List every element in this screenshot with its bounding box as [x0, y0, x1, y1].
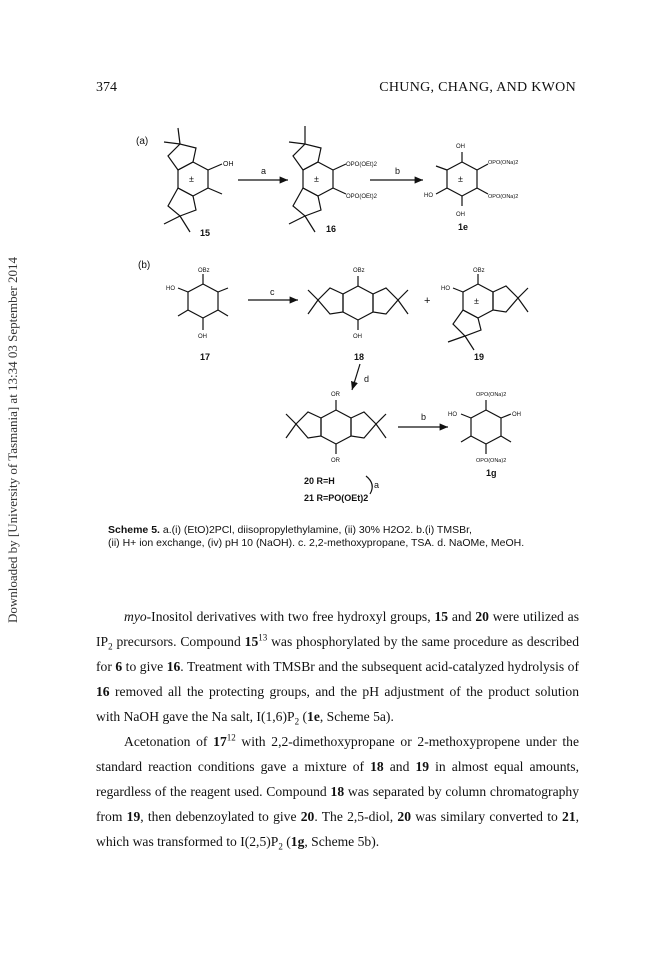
p2-cpd: 17 [213, 734, 227, 749]
p2-text: and [383, 759, 416, 774]
p1-sub: 2 [294, 716, 300, 727]
c19-ho: HO [441, 286, 450, 292]
c1e-sub1: OPO(ONa)2 [488, 160, 519, 166]
arrow-b2-label: d [364, 374, 370, 384]
c18-oh: OH [353, 334, 362, 340]
paragraph-1 [96, 604, 579, 729]
panel-a-label: (a) [136, 136, 149, 147]
p1-text: ( [299, 709, 308, 724]
p2-sub: 2 [278, 841, 283, 852]
p2-text: was separated by column chromatography from [96, 784, 579, 824]
arrow-a1-label: a [261, 166, 267, 176]
p2-cpd: 1g [290, 834, 305, 849]
paragraph-2 [96, 729, 579, 854]
p2-text: was similary converted to [410, 809, 563, 824]
plus-sign: + [424, 295, 431, 307]
p1-cpd: 16 [166, 659, 181, 674]
compound-1g-structure [448, 392, 521, 478]
p2-text: . The 2,5-diol, [314, 809, 398, 824]
c15-label: 15 [200, 228, 211, 238]
p1-cpd: 15 [244, 634, 259, 649]
p2-cpd: 20 [397, 809, 411, 824]
p2-cpd: 21 [562, 809, 576, 824]
c15-oh: OH [223, 161, 234, 168]
compound-15-structure [164, 128, 234, 238]
compound-20-structure [286, 392, 386, 503]
reaction-scheme [108, 124, 578, 524]
c1e-oh-top: OH [456, 144, 465, 150]
p2-cpd: 20 [300, 809, 315, 824]
p1-text: and [448, 609, 476, 624]
c1g-sub-top: OPO(ONa)2 [476, 392, 507, 398]
p1-sub: 2 [108, 641, 113, 652]
c20-or-top: OR [331, 392, 340, 398]
c18-obz: OBz [353, 268, 365, 274]
p1-text: were utilized as IP [96, 609, 579, 649]
c19-label: 19 [474, 352, 485, 362]
c1e-oh-bottom: OH [456, 212, 465, 218]
c18-label: 18 [354, 352, 365, 362]
p2-text: Acetonation of [124, 734, 214, 749]
c21-label: 21 R=PO(OEt)2 [304, 493, 369, 503]
arrow-b1-label: c [270, 287, 275, 297]
p2-text: , which was transformed to I(2,5)P [96, 809, 580, 849]
scheme-caption [108, 524, 578, 550]
arrow-a2-label: b [395, 166, 401, 176]
p1-text: , Scheme 5a). [319, 709, 394, 724]
c16-sub2: OPO(OEt)2 [346, 194, 378, 200]
c17-label: 17 [200, 352, 211, 362]
c15-racemic: ± [189, 174, 194, 184]
c19-racemic: ± [474, 296, 479, 306]
p1-ref: 13 [258, 632, 268, 643]
p1-text: precursors. Compound [112, 634, 245, 649]
p2-text: with 2,2-dimethoxypropane or 2-methoxypropene under the standard reaction conditions gave a mixture of [96, 734, 580, 774]
p1-cpd: 6 [115, 659, 123, 674]
p1-text: removed all the protecting groups, and the pH adjustment of the product solution with NaOH gave the Na salt, I(1,6)P [96, 684, 579, 724]
p1-italic: myo [124, 609, 147, 624]
compound-18-structure [308, 268, 408, 362]
compound-17-structure [166, 268, 228, 362]
c16-racemic: ± [314, 174, 319, 184]
c17-ho: HO [166, 286, 175, 292]
c20-label: 20 R=H [304, 476, 335, 486]
p1-cpd: 20 [475, 609, 489, 624]
page-header [96, 80, 576, 100]
p2-text: in almost equal amounts, regardless of the reagent used. Compound [96, 759, 579, 799]
body-text [96, 604, 579, 854]
p2-cpd: 19 [126, 809, 141, 824]
compound-19-structure [441, 268, 528, 362]
c19-obz: OBz [473, 268, 485, 274]
p2-cpd: 18 [330, 784, 345, 799]
p2-cpd: 18 [370, 759, 384, 774]
p1-text: . Treatment with TMSBr and the subsequent acid-catalyzed hydrolysis of [180, 659, 579, 674]
c1e-sub2: OPO(ONa)2 [488, 194, 519, 200]
p2-cpd: 19 [415, 759, 430, 774]
c1g-ho: HO [448, 412, 457, 418]
download-watermark [2, 160, 24, 720]
p1-cpd: 16 [96, 684, 110, 699]
p2-text: , Scheme 5b). [304, 834, 380, 849]
p1-text: -Inositol derivatives with two free hydroxyl groups, [146, 609, 435, 624]
download-note: Downloaded by [University of Tasmania] at 13:34 03 September 2014 [5, 256, 20, 624]
page-number: 374 [96, 80, 117, 95]
c1e-ho: HO [424, 193, 433, 199]
caption-label: Scheme 5. [108, 524, 160, 536]
running-head: CHUNG, CHANG, AND KWON [379, 80, 576, 95]
c17-oh: OH [198, 334, 207, 340]
p2-ref: 12 [226, 732, 236, 743]
compound-1e-structure [424, 144, 518, 232]
p1-cpd: 1e [307, 709, 320, 724]
c20-or-bottom: OR [331, 458, 340, 464]
p2-text: ( [282, 834, 291, 849]
p2-text: , then debenzoylated to give [140, 809, 301, 824]
caption-line-2: (ii) H+ ion exchange, (iv) pH 10 (NaOH). c. 2,2-methoxypropane, TSA. d. NaOMe, MeOH. [108, 537, 525, 549]
c16-sub1: OPO(OEt)2 [346, 162, 378, 168]
arrow-b3-label: b [421, 412, 427, 422]
panel-b-label: (b) [138, 260, 151, 271]
c1g-oh: OH [512, 412, 521, 418]
c1e-label: 1e [458, 222, 469, 232]
c21-arrow-label: a [374, 480, 380, 490]
c1g-sub-bottom: OPO(ONa)2 [476, 458, 507, 464]
compound-16-structure [289, 126, 378, 234]
p1-cpd: 15 [434, 609, 449, 624]
p1-text: was phosphorylated by the same procedure as described for [96, 634, 579, 674]
c16-label: 16 [326, 224, 337, 234]
caption-line-1: a.(i) (EtO)2PCl, diisopropylethylamine, (ii) 30% H2O2. b.(i) TMSBr, [159, 524, 472, 536]
c1e-racemic: ± [458, 174, 463, 184]
p1-text: to give [122, 659, 167, 674]
c1g-label: 1g [486, 468, 497, 478]
c17-obz: OBz [198, 268, 210, 274]
